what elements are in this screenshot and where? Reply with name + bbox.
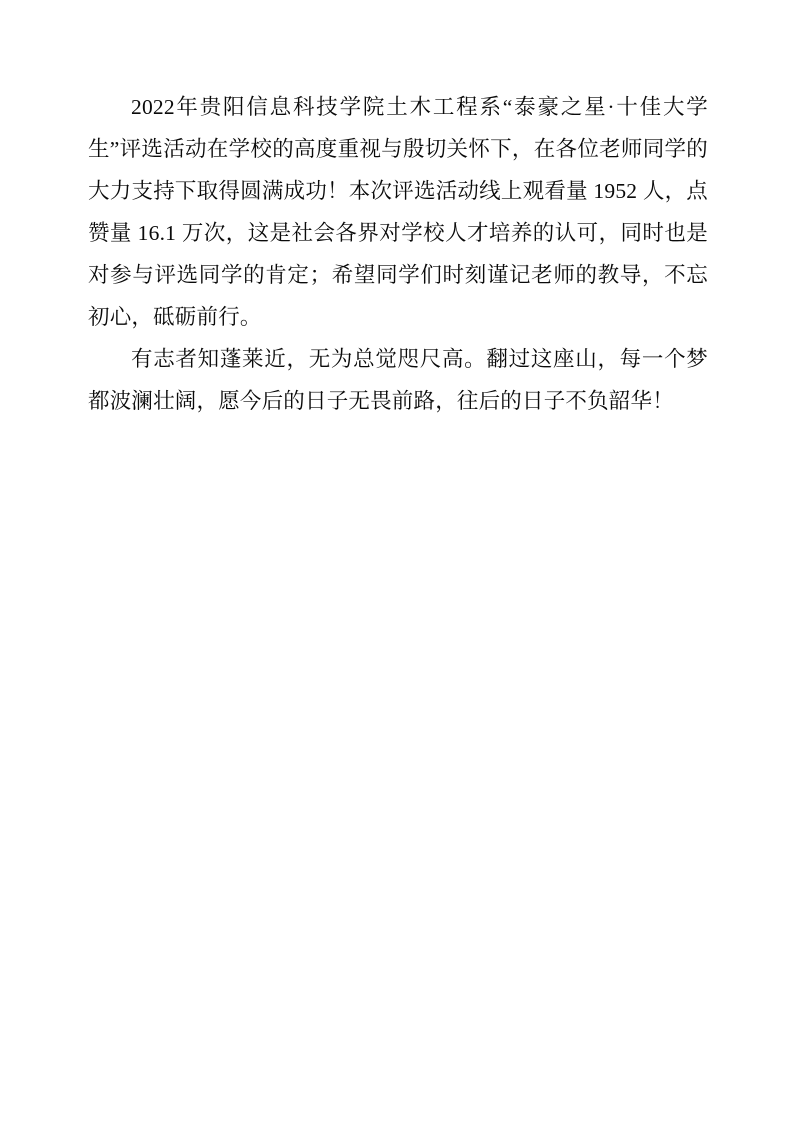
document-body [88, 86, 708, 422]
paragraph: 有志者知蓬莱近，无为总觉咫尺高。翻过这座山，每一个梦都波澜壮阔，愿今后的日子无畏前路，往后的日子不负韶华！ [88, 347, 708, 413]
paragraph: 2022年贵阳信息科技学院土木工程系“泰豪之星·十佳大学生”评选活动在学校的高度重视与殷切关怀下，在各位老师同学的大力支持下取得圆满成功！本次评选活动线上观看量 1952 人，点赞量 16.1 万次，这是社会各界对学校人才培养的认可，同时也是对参与评选同学的肯定；希望同学们时刻谨记老师的教导，不忘初心，砥砺前行。 [88, 95, 708, 329]
